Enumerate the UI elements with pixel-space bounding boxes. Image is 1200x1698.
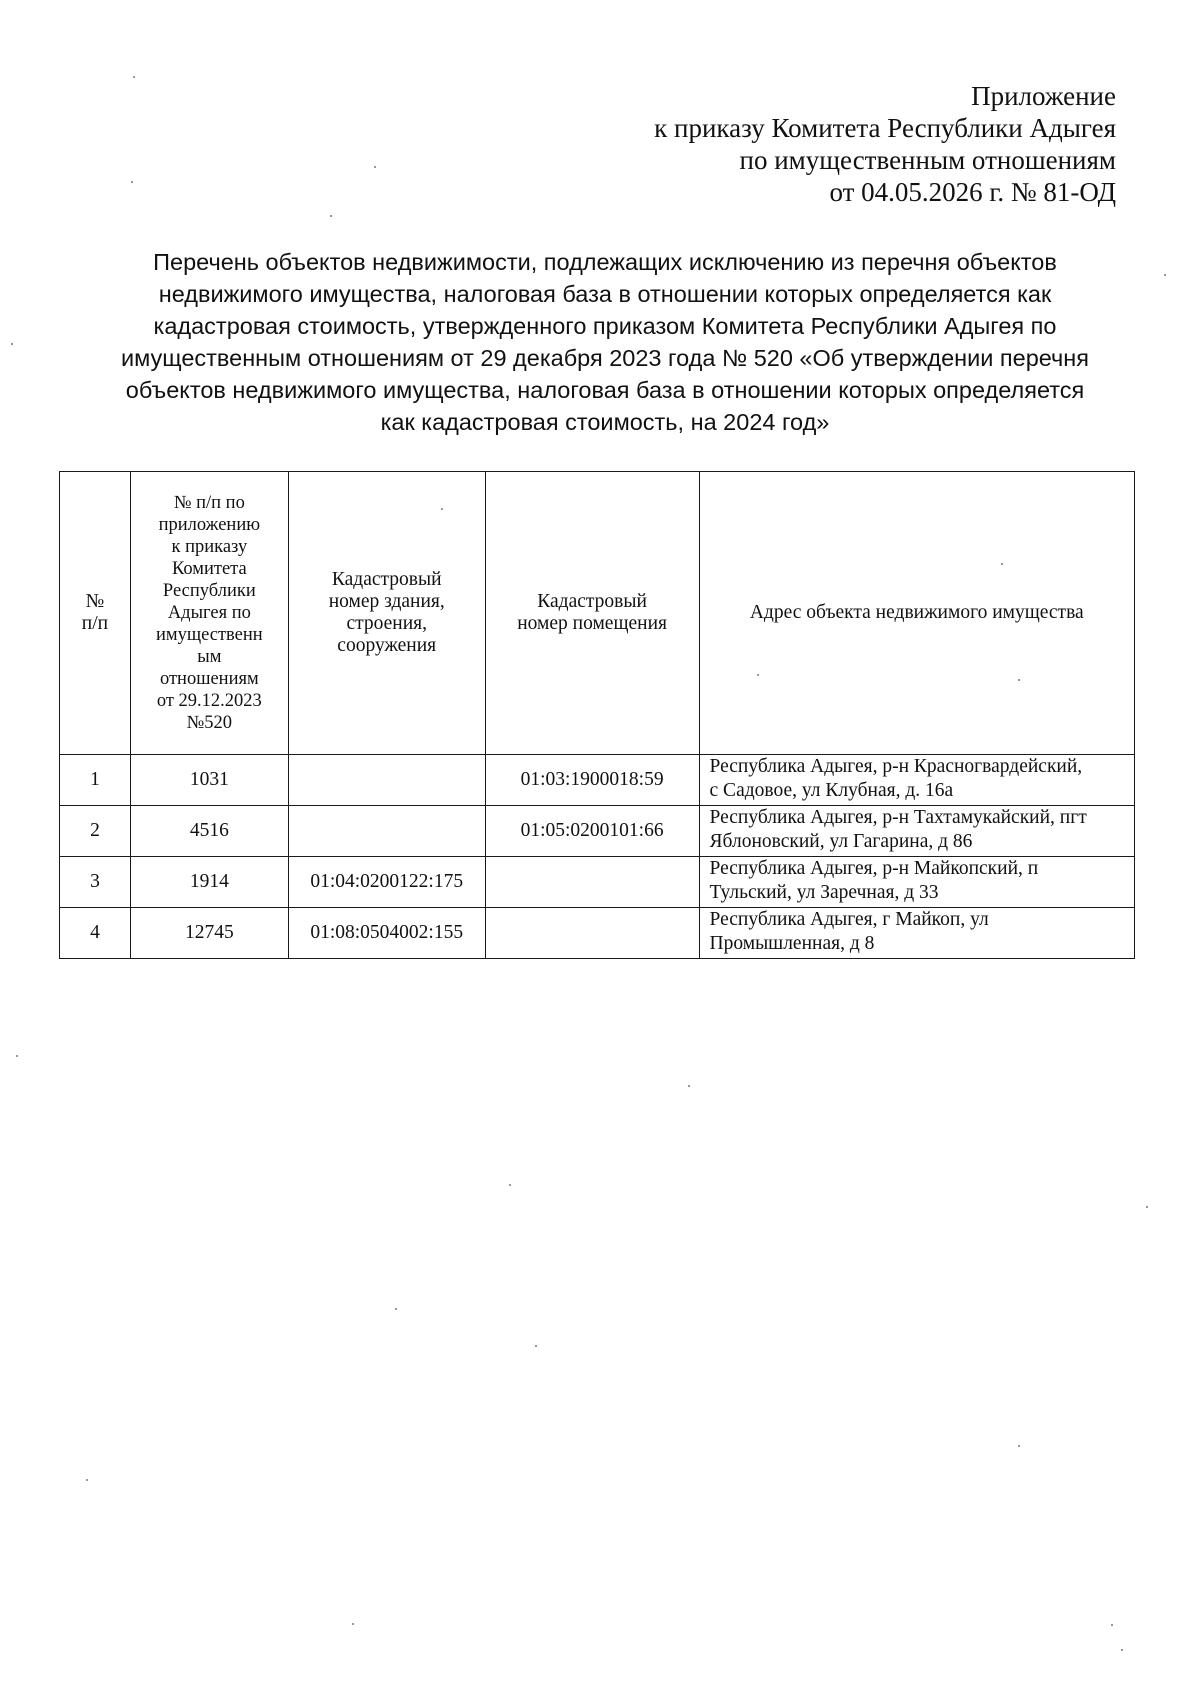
cell-room-cadastral: 01:03:1900018:59 xyxy=(485,755,699,806)
header-num: № п/п xyxy=(60,472,131,755)
cell-appendix-number: 1914 xyxy=(130,857,288,908)
document-title xyxy=(70,246,1140,438)
appendix-date-number: от 04.05.2026 г. № 81-ОД xyxy=(829,177,1116,207)
cell-address: Республика Адыгея, г Майкоп, ул Промышленная, д 8 xyxy=(699,908,1134,959)
cell-building-cadastral xyxy=(288,806,485,857)
cell-building-cadastral: 01:04:0200122:175 xyxy=(288,857,485,908)
header-appendix-number: № п/п по приложению к приказу Комитета Республики Адыгея по имущественн ым отношениям от 29.12.2023 №520 xyxy=(130,472,288,755)
header-building-cadastral: Кадастровый номер здания, строения, сооружения xyxy=(288,472,485,755)
cell-address: Республика Адыгея, р-н Красногвардейский, с Садовое, ул Клубная, д. 16а xyxy=(699,755,1134,806)
title-line: кадастровая стоимость, утвержденного приказом Комитета Республики Адыгея по xyxy=(153,313,1057,339)
table-row xyxy=(60,806,1135,857)
header-address: Адрес объекта недвижимого имущества xyxy=(699,472,1134,755)
appendix-line: к приказу Комитета Республики Адыгея xyxy=(654,113,1116,143)
cell-num: 3 xyxy=(60,857,131,908)
cell-building-cadastral: 01:08:0504002:155 xyxy=(288,908,485,959)
title-line: недвижимого имущества, налоговая база в отношении которых определяется как xyxy=(158,281,1052,307)
title-line: как кадастровая стоимость, на 2024 год» xyxy=(380,409,830,435)
table-row xyxy=(60,857,1135,908)
cell-appendix-number: 4516 xyxy=(130,806,288,857)
cell-room-cadastral xyxy=(485,908,699,959)
title-line: Перечень объектов недвижимости, подлежащих исключению из перечня объектов xyxy=(153,249,1057,275)
real-estate-objects-table xyxy=(59,471,1135,959)
cell-appendix-number: 12745 xyxy=(130,908,288,959)
title-line: имущественным отношениям от 29 декабря 2023 года № 520 «Об утверждении перечня xyxy=(120,345,1090,371)
cell-num: 2 xyxy=(60,806,131,857)
table-header-row xyxy=(60,472,1135,755)
appendix-line: Приложение xyxy=(971,81,1116,111)
table-row xyxy=(60,755,1135,806)
cell-num: 1 xyxy=(60,755,131,806)
cell-num: 4 xyxy=(60,908,131,959)
cell-room-cadastral xyxy=(485,857,699,908)
header-room-cadastral: Кадастровый номер помещения xyxy=(485,472,699,755)
title-line: объектов недвижимого имущества, налоговая база в отношении которых определяется xyxy=(125,377,1085,403)
cell-address: Республика Адыгея, р-н Тахтамукайский, пгт Яблоновский, ул Гагарина, д 86 xyxy=(699,806,1134,857)
cell-address: Республика Адыгея, р-н Майкопский, п Тульский, ул Заречная, д 33 xyxy=(699,857,1134,908)
cell-appendix-number: 1031 xyxy=(130,755,288,806)
cell-building-cadastral xyxy=(288,755,485,806)
appendix-line: по имущественным отношениям xyxy=(739,145,1116,175)
table-row xyxy=(60,908,1135,959)
appendix-header xyxy=(654,80,1116,208)
cell-room-cadastral: 01:05:0200101:66 xyxy=(485,806,699,857)
